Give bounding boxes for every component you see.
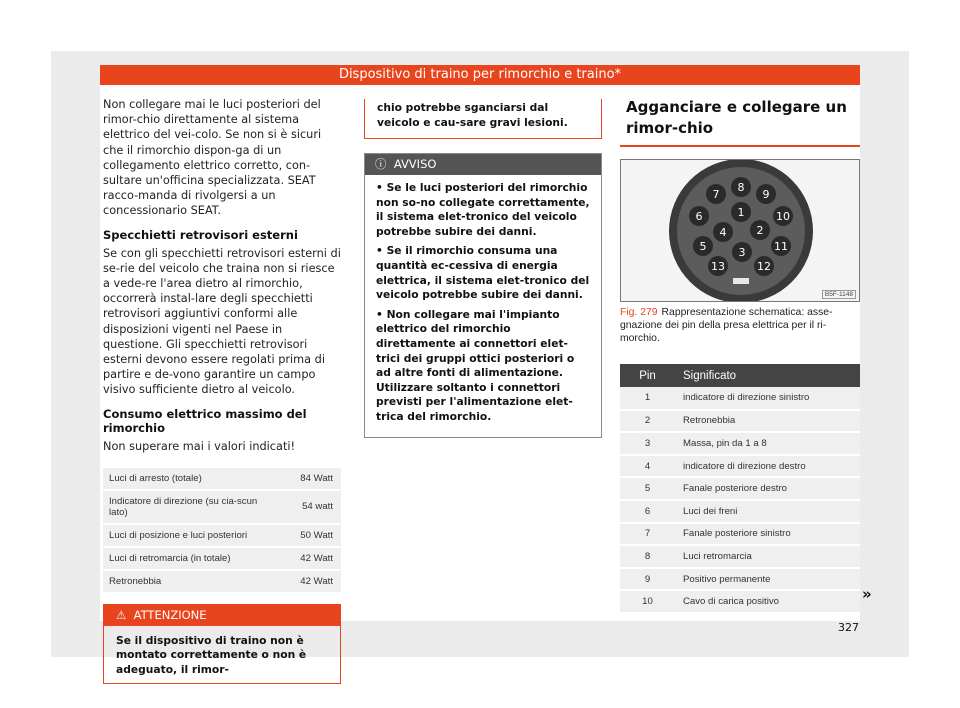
pin-meaning: Luci retromarcia [675, 545, 860, 568]
socket-pin-label: 13 [711, 260, 725, 273]
pin-meaning: indicatore di direzione destro [675, 455, 860, 478]
socket-pin-label: 4 [719, 226, 727, 239]
figure-connector-diagram [620, 159, 860, 302]
pin-row [620, 545, 860, 568]
socket-pin-label: 3 [738, 246, 746, 259]
consumption-paragraph: Non superare mai i valori indicati! [103, 439, 296, 453]
pin-number: 5 [620, 477, 675, 500]
mirrors-paragraph: Se con gli specchietti retrovisori esterni di se-rie del veicolo che traina non si riesce a vede-re l'area dietro al rimorchio, occorrerà instal-lare degli specchietti retrovisori aggiuntivi conformi alle disposizioni vigenti nel Paese in questione. Gli specchietti retrovisori esterni devono essere regolati prima di partire e de-vono garantire un campo visivo sufficiente dietro al veicolo. [103, 246, 341, 397]
notice-item [376, 244, 592, 302]
consumption-row [103, 570, 341, 593]
notice-item [376, 308, 592, 425]
pin-number: 9 [620, 568, 675, 591]
pin-number: 4 [620, 455, 675, 478]
chapter-banner: Dispositivo di traino per rimorchio e traino* [100, 65, 860, 85]
consumption-label: Luci di retromarcia (in totale) [103, 547, 271, 570]
info-circle-icon: ⓘ [375, 157, 387, 171]
pin-row [620, 387, 860, 410]
left-column [103, 97, 341, 684]
consumption-row [103, 547, 341, 570]
consumption-value: 50 Watt [271, 524, 341, 547]
figure-caption-text: Rappresentazione schematica: asse-gnazione dei pin della presa elettrica per il ri-morchio. [620, 307, 833, 344]
bullet-icon: • [376, 244, 387, 258]
mirrors-heading: Specchietti retrovisori esterni [103, 227, 298, 242]
consumption-value: 54 watt [271, 490, 341, 524]
socket-pin-label: 11 [774, 240, 788, 253]
pin-row [620, 432, 860, 455]
pin-meaning: Retronebbia [675, 410, 860, 433]
pin-row [620, 455, 860, 478]
consumption-row [103, 490, 341, 524]
socket-key-notch [733, 278, 749, 284]
pin-number: 8 [620, 545, 675, 568]
meaning-column-header: Significato [675, 364, 860, 387]
pin-column-header: Pin [620, 364, 675, 387]
socket-pin-label: 7 [712, 188, 720, 201]
notice-item [376, 181, 592, 239]
consumption-value: 84 Watt [271, 468, 341, 490]
pin-row [620, 500, 860, 523]
consumption-label: Luci di posizione e luci posteriori [103, 524, 271, 547]
notice-item-text: Non collegare mai l'impianto elettrico del rimorchio direttamente ai connettori elet-trici dei gruppi ottici posteriori o ad altre fonti di alimentazione. Utilizzare soltanto i connettori previsti per l'alimentazione elet-trica del rimorchio. [376, 307, 575, 423]
notice-box [364, 153, 602, 438]
socket-pin-label: 5 [699, 240, 707, 253]
notice-item-text: Se il rimorchio consuma una quantità ec-cessiva di energia elettrica, il sistema elet-tronico del veicolo potrebbe subire dei danni. [376, 244, 590, 302]
warning-title: ATTENZIONE [133, 607, 207, 622]
warning-box [103, 604, 341, 685]
title-underline [620, 145, 860, 147]
bullet-icon: • [376, 307, 387, 321]
socket-pin-label: 9 [762, 188, 770, 201]
consumption-row [103, 524, 341, 547]
pin-row [620, 477, 860, 500]
pin-assignment-table [620, 364, 860, 614]
consumption-label: Indicatore di direzione (su cia-scun lato) [103, 490, 271, 524]
pin-number: 3 [620, 432, 675, 455]
right-column [620, 97, 860, 614]
warning-text: Se il dispositivo di traino non è montato correttamente o non è adeguato, il rimor- [116, 633, 307, 676]
figure-label: Fig. 279 [620, 307, 658, 318]
pin-meaning: Fanale posteriore sinistro [675, 523, 860, 546]
figure-reference-code: B5F-1148 [822, 290, 856, 299]
pin-row [620, 568, 860, 591]
intro-paragraph: Non collegare mai le luci posteriori del rimor-chio direttamente al sistema elettrico del vei-colo. Se non si è sicuri che il rimorchio dispon-ga di un collegamento elettrico corretto, con-sultare un'officina specializzata. SEAT racco-manda di rivolgersi a un concessionario SEAT. [103, 98, 322, 218]
consumption-heading: Consumo elettrico massimo del rimorchio [103, 406, 307, 435]
consumption-label: Retronebbia [103, 570, 271, 593]
notice-item-text: Se le luci posteriori del rimorchio non so-no collegate correttamente, il sistema elet-tronico del veicolo potrebbe subire dei danni. [376, 181, 590, 238]
consumption-label: Luci di arresto (totale) [103, 468, 271, 490]
notice-header [365, 154, 601, 175]
consumption-value: 42 Watt [271, 570, 341, 593]
socket-pin-label: 6 [695, 210, 703, 223]
notice-title: AVVISO [393, 157, 437, 171]
pin-number: 7 [620, 523, 675, 546]
pin-meaning: Positivo permanente [675, 568, 860, 591]
pin-number: 1 [620, 387, 675, 410]
pin-number: 6 [620, 500, 675, 523]
pin-meaning: Cavo di carica positivo [675, 590, 860, 613]
pin-meaning: Massa, pin da 1 a 8 [675, 432, 860, 455]
continued-marker: » [862, 585, 872, 603]
warning-header [104, 605, 340, 626]
notice-body [365, 175, 601, 437]
section-title: Agganciare e collegare un rimor-chio [626, 98, 847, 137]
socket-diagram-svg [621, 160, 860, 302]
socket-pin-label: 12 [757, 260, 771, 273]
socket-pin-label: 8 [737, 181, 745, 194]
pin-row [620, 590, 860, 613]
pin-row [620, 523, 860, 546]
pin-row [620, 410, 860, 433]
consumption-row [103, 468, 341, 490]
pin-meaning: indicatore di direzione sinistro [675, 387, 860, 410]
consumption-table [103, 468, 341, 594]
warning-continued-text: chio potrebbe sganciarsi dal veicolo e cau-sare gravi lesioni. [364, 99, 602, 139]
socket-pin-label: 10 [776, 210, 790, 223]
bullet-icon: • [376, 181, 387, 194]
warning-triangle-icon: ⚠ [116, 607, 127, 622]
consumption-value: 42 Watt [271, 547, 341, 570]
pin-meaning: Luci dei freni [675, 500, 860, 523]
pin-number: 10 [620, 590, 675, 613]
figure-caption [620, 306, 860, 345]
middle-column [364, 99, 602, 438]
pin-number: 2 [620, 410, 675, 433]
socket-pin-label: 1 [737, 206, 745, 219]
pin-meaning: Fanale posteriore destro [675, 477, 860, 500]
socket-pin-label: 2 [756, 224, 764, 237]
page-number: 327 [838, 621, 859, 634]
